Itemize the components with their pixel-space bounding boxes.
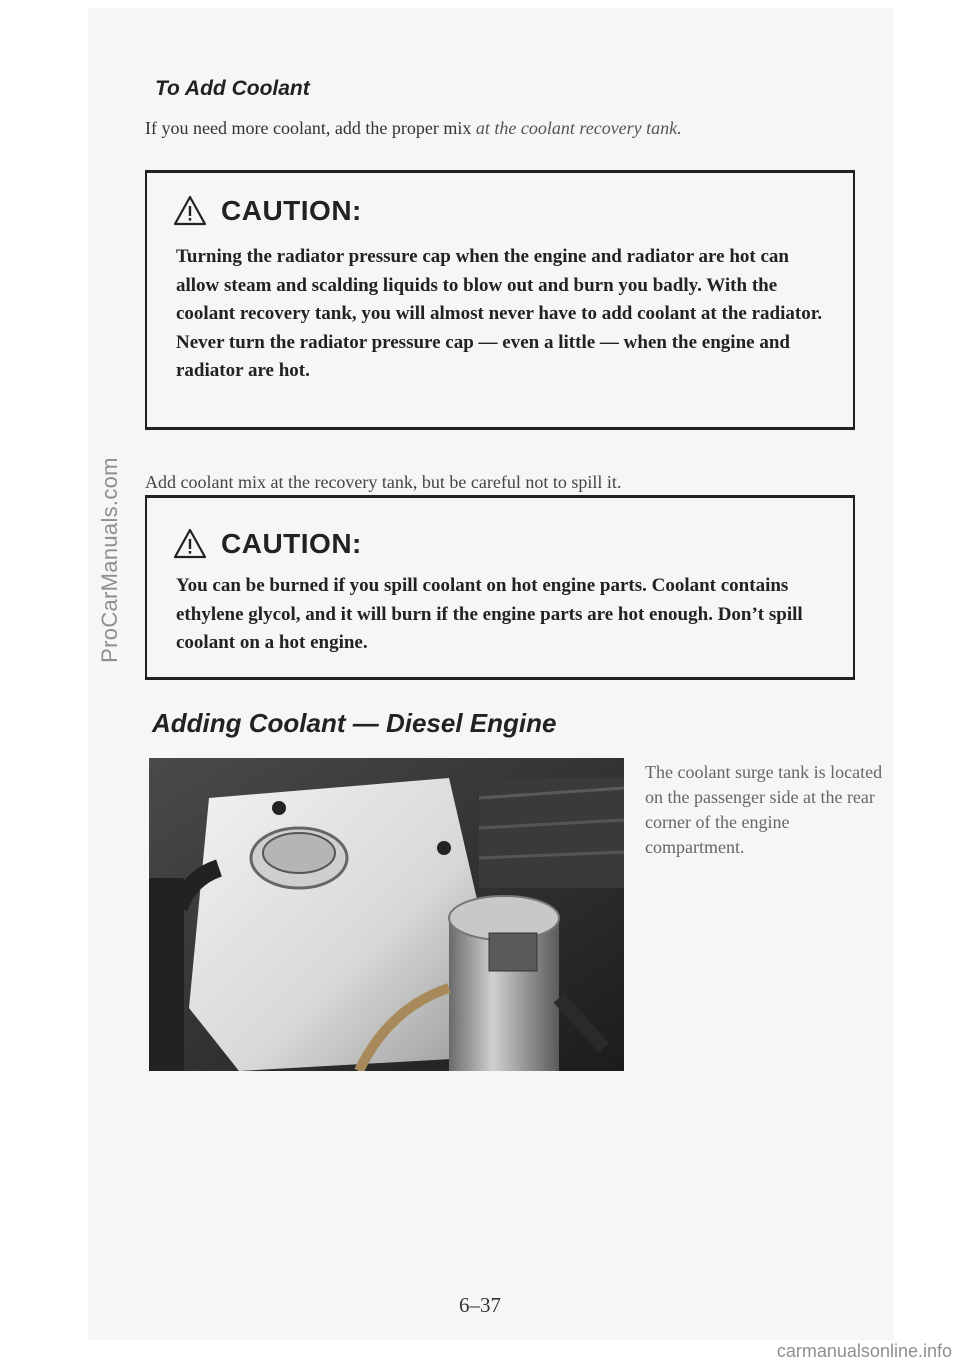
bottom-watermark: carmanualsonline.info	[776, 1341, 952, 1361]
caution-header	[173, 528, 362, 560]
caution-title: CAUTION:	[221, 528, 362, 559]
intro-text: If you need more coolant, add the proper mix	[145, 118, 476, 138]
instruction-paragraph: Add coolant mix at the recovery tank, but be careful not to spill it.	[145, 472, 622, 492]
caution-text: Turning the radiator pressure cap when the engine and radiator are hot can allow steam and scalding liquids to blow out and burn you badly. With the coolant recovery tank, you will almost never have to add coolant at the radiator. Never turn the radiator pressure cap — even a little — when the engine and radiator are hot.	[176, 246, 823, 381]
page-number: 6–37	[459, 1293, 501, 1317]
photo-caption: The coolant surge tank is located on the passenger side at the rear corner of the engine compartment.	[645, 762, 883, 857]
intro-paragraph	[145, 118, 682, 139]
warning-triangle-icon	[173, 195, 207, 227]
intro-italic-text: at the coolant recovery tank.	[475, 118, 682, 138]
caution-text: You can be burned if you spill coolant on hot engine parts. Coolant contains ethylene glycol, and it will burn if the engine parts are hot enough. Don’t spill coolant on a hot engine.	[176, 575, 803, 653]
engine-compartment-photo	[149, 758, 624, 1071]
caution-box-spill	[145, 495, 855, 680]
caution-title: CAUTION:	[221, 195, 362, 226]
subheading-to-add-coolant: To Add Coolant	[155, 77, 310, 100]
side-watermark: ProCarManuals.com	[97, 457, 122, 663]
heading-adding-coolant-diesel: Adding Coolant — Diesel Engine	[152, 708, 557, 738]
caution-box-radiator	[145, 170, 855, 430]
caution-header	[173, 195, 362, 227]
warning-triangle-icon	[173, 528, 207, 560]
coolant-surge-tank-illustration	[149, 758, 624, 1071]
